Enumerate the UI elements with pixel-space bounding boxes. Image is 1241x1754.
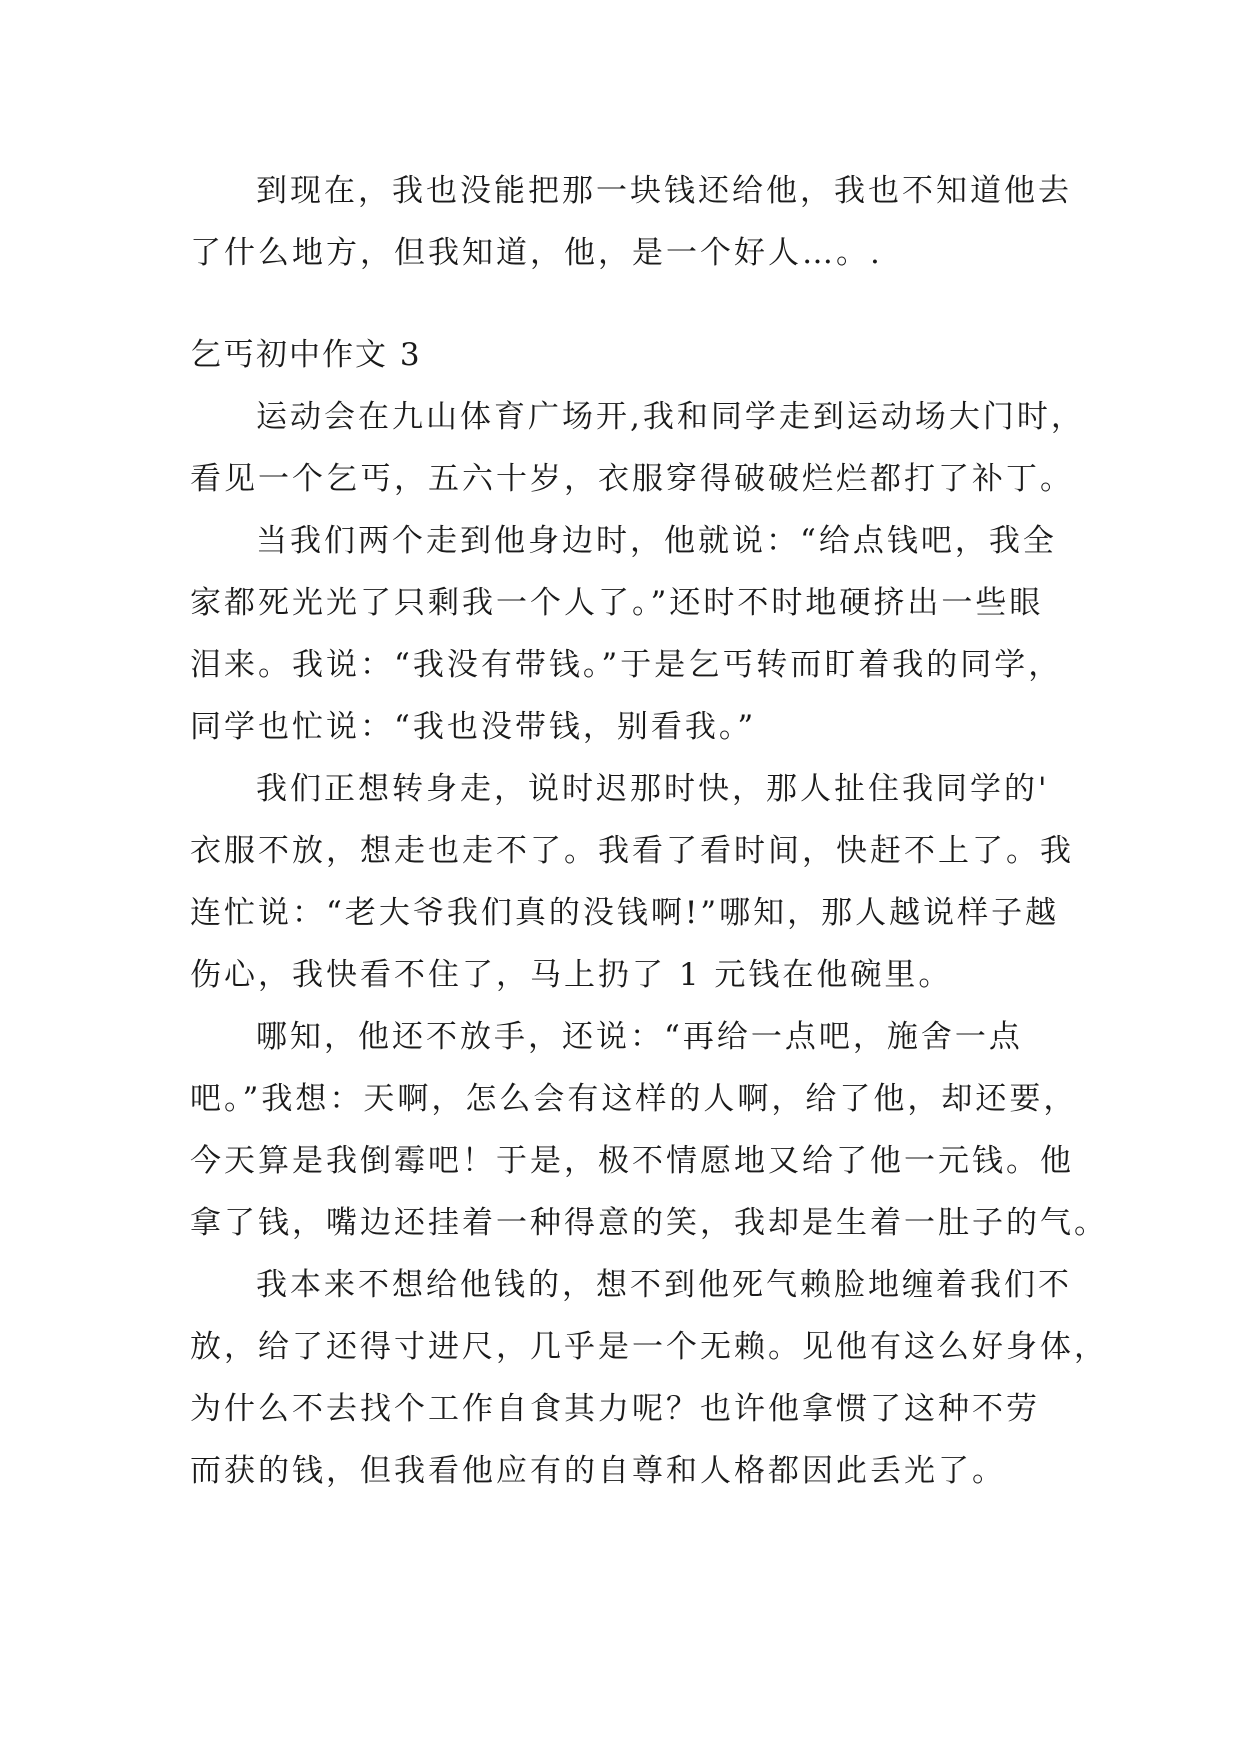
paragraph-line: 衣服不放，想走也走不了。我看了看时间，快赶不上了。我 <box>190 833 1074 869</box>
paragraph-line: 吧。”我想：天啊，怎么会有这样的人啊，给了他，却还要， <box>190 1081 1078 1117</box>
paragraph-line: 到现在，我也没能把那一块钱还给他，我也不知道他去 <box>256 173 1072 209</box>
paragraph-line: 当我们两个走到他身边时，他就说：“给点钱吧，我全 <box>256 523 1057 559</box>
paragraph-line: 我们正想转身走，说时迟那时快，那人扯住我同学的' <box>256 771 1050 807</box>
paragraph-line: 同学也忙说：“我也没带钱，别看我。” <box>190 709 757 745</box>
paragraph-line: 拿了钱，嘴边还挂着一种得意的笑，我却是生着一肚子的气。 <box>190 1205 1108 1241</box>
paragraph-line: 放，给了还得寸进尺，几乎是一个无赖。见他有这么好身体， <box>190 1329 1108 1365</box>
paragraph-line: 为什么不去找个工作自食其力呢？也许他拿惯了这种不劳 <box>190 1391 1040 1427</box>
paragraph-line: 运动会在九山体育广场开,我和同学走到运动场大门时， <box>256 399 1085 435</box>
paragraph-line: 哪知，他还不放手，还说：“再给一点吧，施舍一点 <box>256 1019 1023 1055</box>
section-title: 乞丐初中作文 3 <box>190 337 422 373</box>
paragraph-line: 伤心，我快看不住了，马上扔了 1 元钱在他碗里。 <box>190 957 953 993</box>
paragraph-line: 家都死光光了只剩我一个人了。”还时不时地硬挤出一些眼 <box>190 585 1044 621</box>
document-body <box>190 160 1108 1502</box>
paragraph-3 <box>190 758 1074 1006</box>
paragraph-line: 而获的钱，但我看他应有的自尊和人格都因此丢光了。 <box>190 1453 1006 1489</box>
paragraph-2 <box>190 510 1070 758</box>
paragraph-line: 我本来不想给他钱的，想不到他死气赖脸地缠着我们不 <box>256 1267 1072 1303</box>
intro-paragraph <box>190 160 1070 284</box>
paragraph-line: 连忙说：“老大爷我们真的没钱啊!”哪知，那人越说样子越 <box>190 895 1060 931</box>
paragraph-line: 今天算是我倒霉吧！于是，极不情愿地又给了他一元钱。他 <box>190 1143 1074 1179</box>
paragraph-line: 泪来。我说：“我没有带钱。”于是乞丐转而盯着我的同学， <box>190 647 1063 683</box>
paragraph-1 <box>190 386 1085 510</box>
paragraph-4 <box>190 1006 1108 1254</box>
paragraph-line: 了什么地方，但我知道，他，是一个好人…。. <box>190 235 883 271</box>
paragraph-5 <box>190 1254 1108 1502</box>
section-spacer <box>190 284 1070 324</box>
paragraph-line: 看见一个乞丐，五六十岁，衣服穿得破破烂烂都打了补丁。 <box>190 461 1074 497</box>
